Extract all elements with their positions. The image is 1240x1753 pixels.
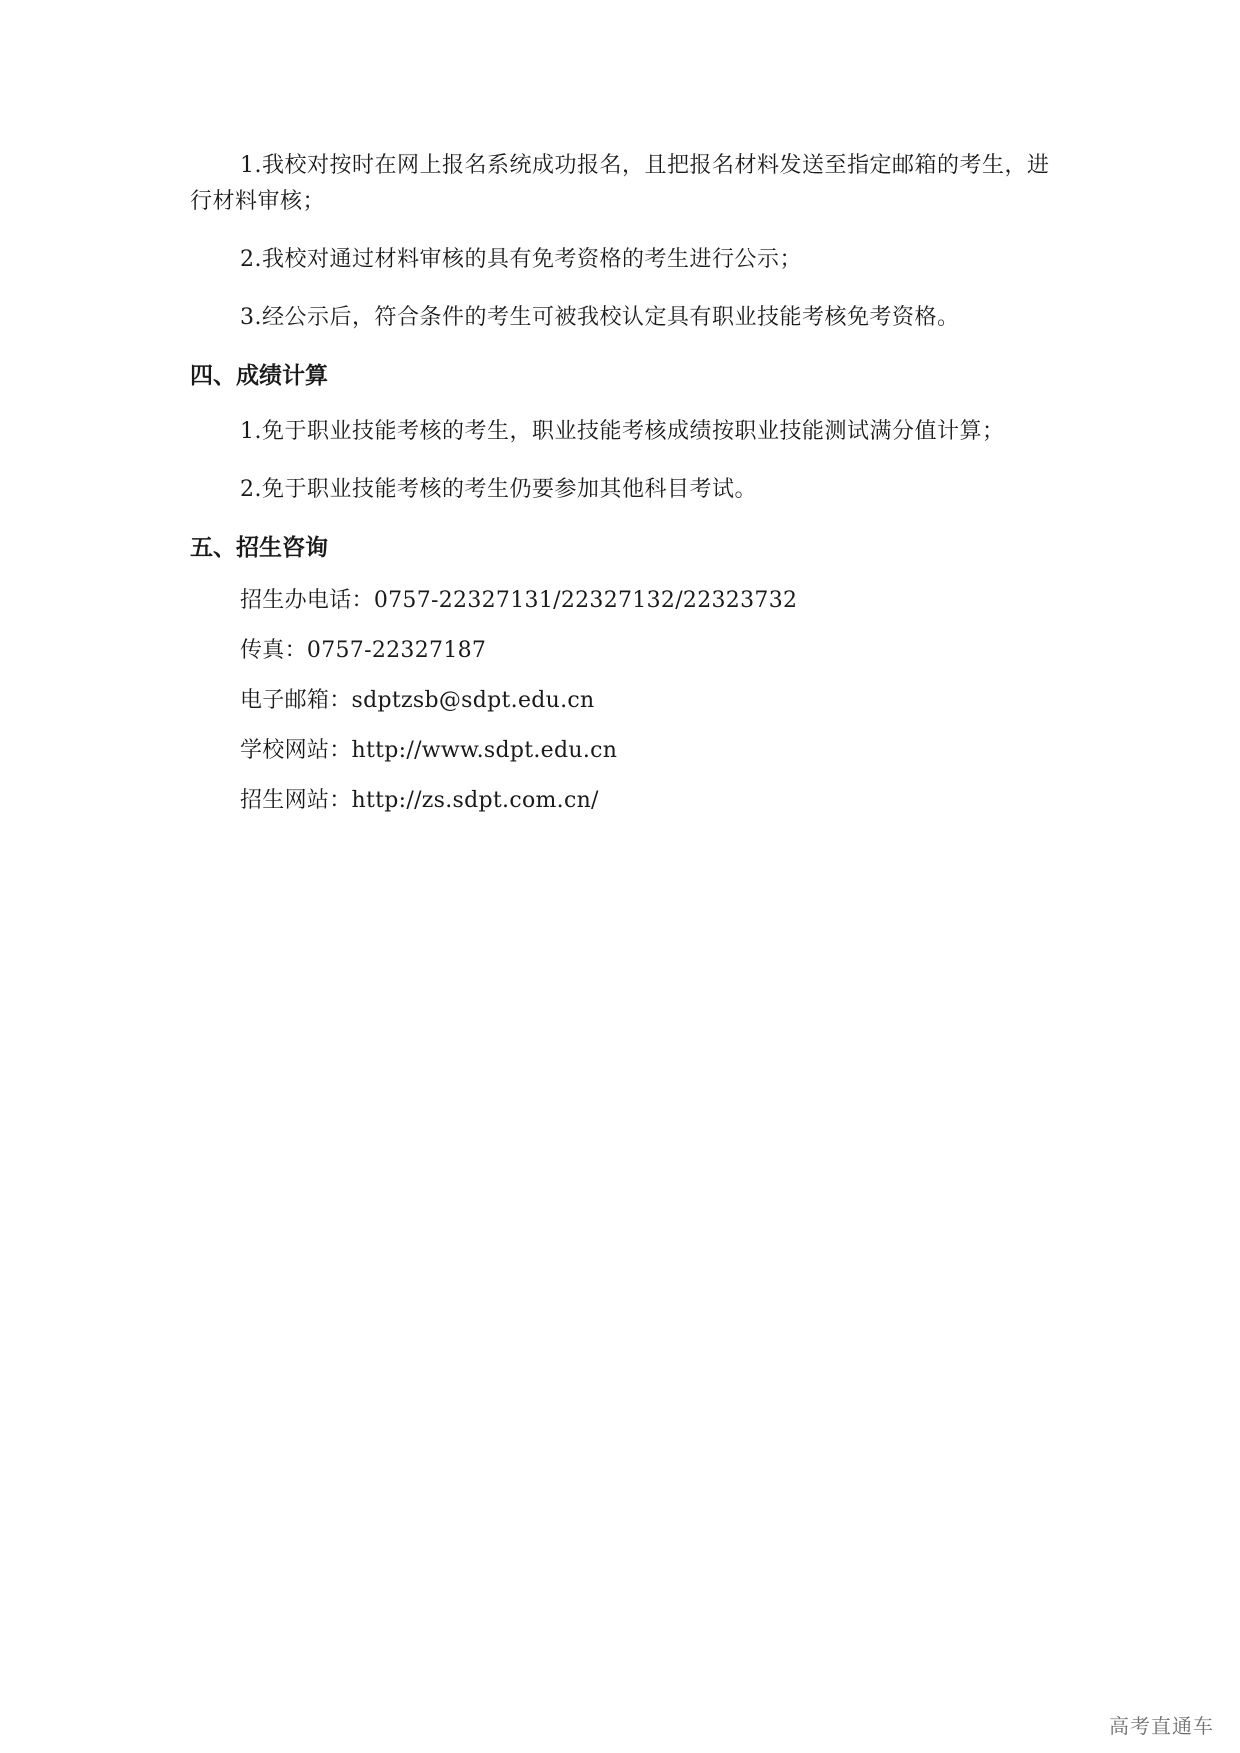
contact-value: http://www.sdpt.edu.cn (351, 738, 618, 763)
watermark: 高考直通车 (1109, 1714, 1214, 1738)
contact-value: sdptzsb@sdpt.edu.cn (351, 688, 595, 713)
section-heading-consult: 五、招生咨询 (190, 535, 328, 561)
contact-label: 学校网站： (240, 738, 352, 763)
document-body (190, 148, 1060, 836)
section-heading-score: 四、成绩计算 (190, 363, 328, 389)
score-item-2: 2.免于职业技能考核的考生仍要参加其他科目考试。 (240, 477, 757, 502)
contact-label: 招生办电话： (240, 588, 374, 613)
contact-value: 0757-22327187 (306, 638, 487, 663)
contact-value: 0757-22327131/22327132/22323732 (373, 588, 798, 613)
score-item-1: 1.免于职业技能考核的考生，职业技能考核成绩按职业技能测试满分值计算； (240, 419, 1005, 444)
review-item-1: 1.我校对按时在网上报名系统成功报名，且把报名材料发送至指定邮箱的考生，进行材料审核； (190, 153, 1050, 214)
contact-label: 招生网站： (240, 788, 352, 813)
contact-phone (240, 586, 1060, 616)
contact-label: 传真： (240, 638, 307, 663)
contact-school-website (240, 736, 1060, 766)
contact-value: http://zs.sdpt.com.cn/ (351, 788, 599, 813)
contact-label: 电子邮箱： (240, 688, 352, 713)
contact-admission-website (240, 786, 1060, 816)
contact-email (240, 686, 1060, 716)
review-item-3: 3.经公示后，符合条件的考生可被我校认定具有职业技能考核免考资格。 (240, 305, 960, 330)
contact-fax (240, 636, 1060, 666)
review-item-2: 2.我校对通过材料审核的具有免考资格的考生进行公示； (240, 247, 802, 272)
